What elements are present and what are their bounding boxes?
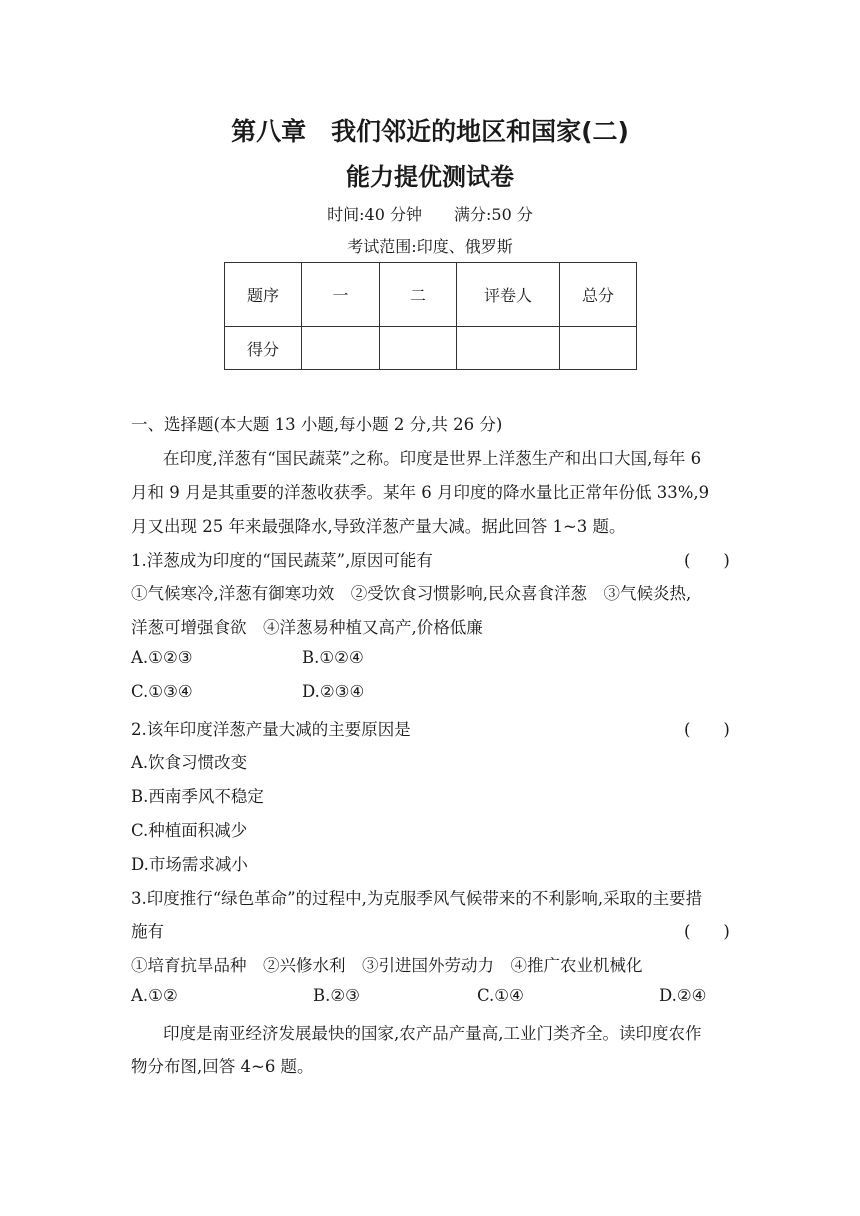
intro-line: 月和 9 月是其重要的洋葱收获季。某年 6 月印度的降水量比正常年份低 33%,9 xyxy=(131,483,710,502)
option-b[interactable]: B.②③ xyxy=(313,986,360,1005)
option-d[interactable]: D.②④ xyxy=(659,986,707,1005)
section-heading: 一、选择题(本大题 13 小题,每小题 2 分,共 26 分) xyxy=(131,415,503,434)
exam-scope: 考试范围:印度、俄罗斯 xyxy=(347,237,513,256)
question-2-stem: 2.该年印度洋葱产量大减的主要原因是 xyxy=(131,720,411,739)
score-header-grader: 评卷人 xyxy=(457,263,560,327)
question-1-stem: 1.洋葱成为印度的“国民蔬菜”,原因可能有 xyxy=(131,551,433,570)
score-header-part2: 二 xyxy=(380,263,457,327)
score-cell[interactable] xyxy=(380,327,457,370)
option-c[interactable]: C.①③④ xyxy=(131,682,193,701)
time-info: 时间:40 分钟 满分:50 分 xyxy=(327,205,533,224)
option-c[interactable]: C.①④ xyxy=(477,986,524,1005)
option-a[interactable]: A.①②③ xyxy=(131,648,193,667)
option-a[interactable]: A.饮食习惯改变 xyxy=(131,753,248,772)
answer-bracket[interactable]: ( ) xyxy=(684,922,730,941)
intro-line: 物分布图,回答 4~6 题。 xyxy=(131,1057,314,1076)
intro-line: 印度是南亚经济发展最快的国家,农产品产量高,工业门类齐全。读印度农作 xyxy=(163,1024,702,1043)
question-3-stem: 3.印度推行“绿色革命”的过程中,为克服季风气候带来的不利影响,采取的主要措 xyxy=(131,889,703,908)
score-header-total: 总分 xyxy=(560,263,637,327)
score-table xyxy=(224,262,637,370)
page-subtitle: 能力提优测试卷 xyxy=(346,163,514,191)
option-b[interactable]: B.西南季风不稳定 xyxy=(131,787,264,806)
option-d[interactable]: D.②③④ xyxy=(302,682,365,701)
intro-line: 在印度,洋葱有“国民蔬菜”之称。印度是世界上洋葱生产和出口大国,每年 6 xyxy=(163,449,702,468)
option-a[interactable]: A.①② xyxy=(131,986,178,1005)
page-title: 第八章 我们邻近的地区和国家(二) xyxy=(231,117,629,146)
score-header-order: 题序 xyxy=(225,263,302,327)
answer-bracket[interactable]: ( ) xyxy=(684,720,730,739)
option-d[interactable]: D.市场需求减小 xyxy=(131,855,248,874)
score-cell[interactable] xyxy=(560,327,637,370)
option-b[interactable]: B.①②④ xyxy=(302,648,364,667)
option-c[interactable]: C.种植面积减少 xyxy=(131,821,248,840)
question-3-stem: 施有 xyxy=(131,922,164,941)
question-1-statement: ①气候寒冷,洋葱有御寒功效 ②受饮食习惯影响,民众喜食洋葱 ③气候炎热, xyxy=(131,584,692,603)
score-header-part1: 一 xyxy=(302,263,380,327)
score-cell[interactable] xyxy=(302,327,380,370)
answer-bracket[interactable]: ( ) xyxy=(684,551,730,570)
score-cell[interactable] xyxy=(457,327,560,370)
score-row-label: 得分 xyxy=(225,327,302,370)
intro-line: 月又出现 25 年来最强降水,导致洋葱产量大减。据此回答 1~3 题。 xyxy=(131,517,626,536)
question-1-statement: 洋葱可增强食欲 ④洋葱易种植又高产,价格低廉 xyxy=(131,618,483,637)
question-3-statement: ①培育抗旱品种 ②兴修水利 ③引进国外劳动力 ④推广农业机械化 xyxy=(131,956,643,975)
